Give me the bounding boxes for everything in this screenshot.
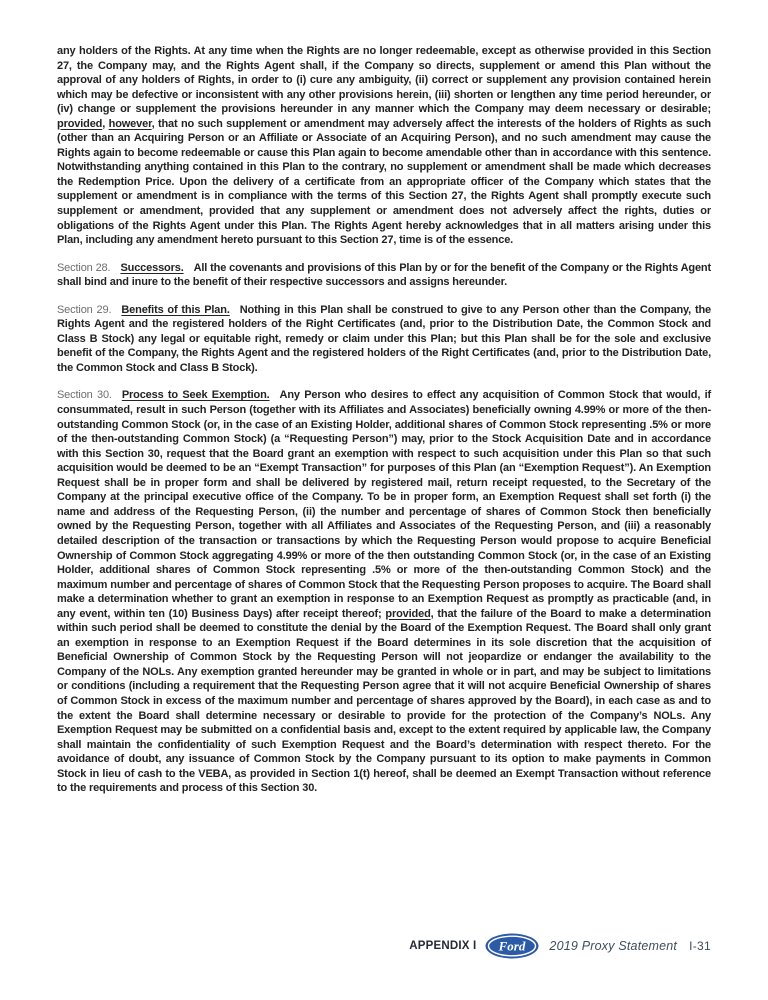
page-number: I-31	[689, 939, 711, 953]
section-28-heading: Successors.	[120, 261, 184, 274]
section-29-label: Section 29.	[57, 303, 112, 316]
ford-logo-text: Ford	[499, 938, 526, 954]
section-29-body: Nothing in this Plan shall be construed to give to any Person other than the Company, the Rights Agent and the registered holders of the Right Certificates (and, prior to the Distribution Date, the Common Stock and Class B Stock) any legal or equitable right, remedy or claim under this Plan; but this Plan shall be for the sole and exclusive benefit of the Company, the Rights Agent and the registered holders of the Right Certificates (and, prior to the Distribution Date, the Common Stock and Class B Stock).	[57, 303, 712, 374]
paragraph-section-29	[57, 303, 711, 376]
page-footer	[409, 933, 711, 959]
text-run: Any Person who desires to effect any acquisition of Common Stock that would, if consummated, result in such Person (together with its Affiliates and Associates) beneficially owning 4.99% or more of the then-outstanding Common Stock (or, in the case of an Existing Holder, additional shares of Common Stock representing .5% or more of the then-outstanding Common Stock) (a “Requesting Person”) may, prior to the Stock Acquisition Date and in accordance with this Section 30, request that the Board grant an exemption with respect to such acquisition under this Plan so that such acquisition would be deemed to be an “Exempt Transaction” for purposes of this Plan (an “Exemption Request”). An Exemption Request shall be in proper form and shall be delivered by registered mail, return receipt requested, to the Secretary of the Company at the principal executive office of the Company. To be in proper form, an Exemption Request shall set forth (i) the name and address of the Requesting Person, (ii) the number and percentage of shares of Common Stock then beneficially owned by the Requesting Person, together with all Affiliates and Associates of the Requesting Person, and (iii) a reasonably detailed description of the transaction or transactions by which the Requesting Person would propose to acquire Beneficial Ownership of Common Stock aggregating 4.99% or more of the then outstanding Common Stock (or, in the case of an Existing Holder, additional shares of Common Stock representing .5% or more of the then-outstanding Common Stock) and the maximum number and percentage of shares of Common Stock that the Requesting Person proposes to acquire. The Board shall make a determination whether to grant an exemption in response to an Exemption Request as promptly as practicable (and, in any event, within ten (10) Business Days) after receipt thereof;	[57, 389, 712, 620]
section-30-heading: Process to Seek Exemption.	[121, 389, 270, 402]
text-run: , that the failure of the Board to make a determination within such period shall be deemed to constitute the denial by the Board of the Exemption Request. The Board shall only grant an exemption in response to an Exemption Request if the Board determines in its sole discretion that the acquisition of Beneficial Ownership of Common Stock by the Requesting Person will not jeopardize or endanger the availability to the Company of the NOLs. Any exemption granted hereunder may be granted in whole or in part, and may be subject to limitations or conditions (including a requirement that the Requesting Person agree that it will not acquire Beneficial Ownership of shares of Common Stock in excess of the maximum number and percentage of shares approved by the Board), in each case as and to the extent the Board shall determine necessary or desirable to provide for the protection of the Company’s NOLs. Any Exemption Request may be submitted on a confidential basis and, except to the extent required by applicable law, the Company shall maintain the confidentiality of such Exemption Request and the Board’s determination with respect thereto. For the avoidance of doubt, any issuance of Common Stock by the Company pursuant to its option to make payments in Common Stock in lieu of cash to the VEBA, as provided in Section 1(t) hereof, shall be deemed an Exempt Transaction without reference to the requirements and process of this Section 30.	[57, 607, 711, 795]
paragraph-section-28	[57, 261, 711, 290]
text-run-underlined: however	[108, 117, 152, 130]
section-29-heading: Benefits of this Plan.	[121, 303, 230, 316]
appendix-label: APPENDIX I	[409, 940, 477, 952]
text-run: ,	[102, 117, 109, 130]
text-run: any holders of the Rights. At any time when the Rights are no longer redeemable, except as otherwise provided in this Section 27, the Company may, and the Rights Agent shall, if the Company so directs, supplement or amend this Plan without the approval of any holders of Rights, in order to (i) cure any ambiguity, (ii) correct or supplement any provision contained herein which may be defective or inconsistent with any other provisions herein, (iii) shorten or lengthen any time period hereunder, or (iv) change or supplement the provisions hereunder in any manner which the Company may deem necessary or desirable;	[57, 45, 711, 116]
text-run-underlined: provided	[385, 607, 431, 620]
text-block	[57, 44, 711, 809]
text-run-underlined: provided	[57, 117, 103, 130]
section-30-label: Section 30.	[57, 389, 112, 402]
section-28-body: All the covenants and provisions of this Plan by or for the benefit of the Company or the Rights Agent shall bind and inure to the benefit of their respective successors and assigns hereunder.	[57, 261, 711, 289]
paragraph-section-30	[57, 388, 711, 795]
proxy-statement-label: 2019 Proxy Statement	[549, 939, 678, 953]
ford-logo-icon	[485, 933, 539, 959]
section-28-label: Section 28.	[57, 261, 111, 274]
paragraph-section-27-continuation	[57, 44, 711, 248]
text-run: , that no such supplement or amendment may adversely affect the interests of the holders of Rights as such (other than an Acquiring Person or an Affiliate or Associate of an Acquiring Person), and no such amendment may cause the Rights again to become redeemable or cause this Plan again to become amendable other than in accordance with this sentence. Notwithstanding anything contained in this Plan to the contrary, no supplement or amendment shall be made which decreases the Redemption Price. Upon the delivery of a certificate from an appropriate officer of the Company which states that the supplement or amendment is in compliance with the terms of this Section 27, the Rights Agent shall promptly execute such supplement or amendment, provided that any supplement or amendment does not adversely affect the rights, duties or obligations of the Rights Agent under this Plan. The Rights Agent hereby acknowledges that in all matters arising under this Plan, including any amendment hereto pursuant to this Section 27, time is of the essence.	[57, 117, 712, 247]
